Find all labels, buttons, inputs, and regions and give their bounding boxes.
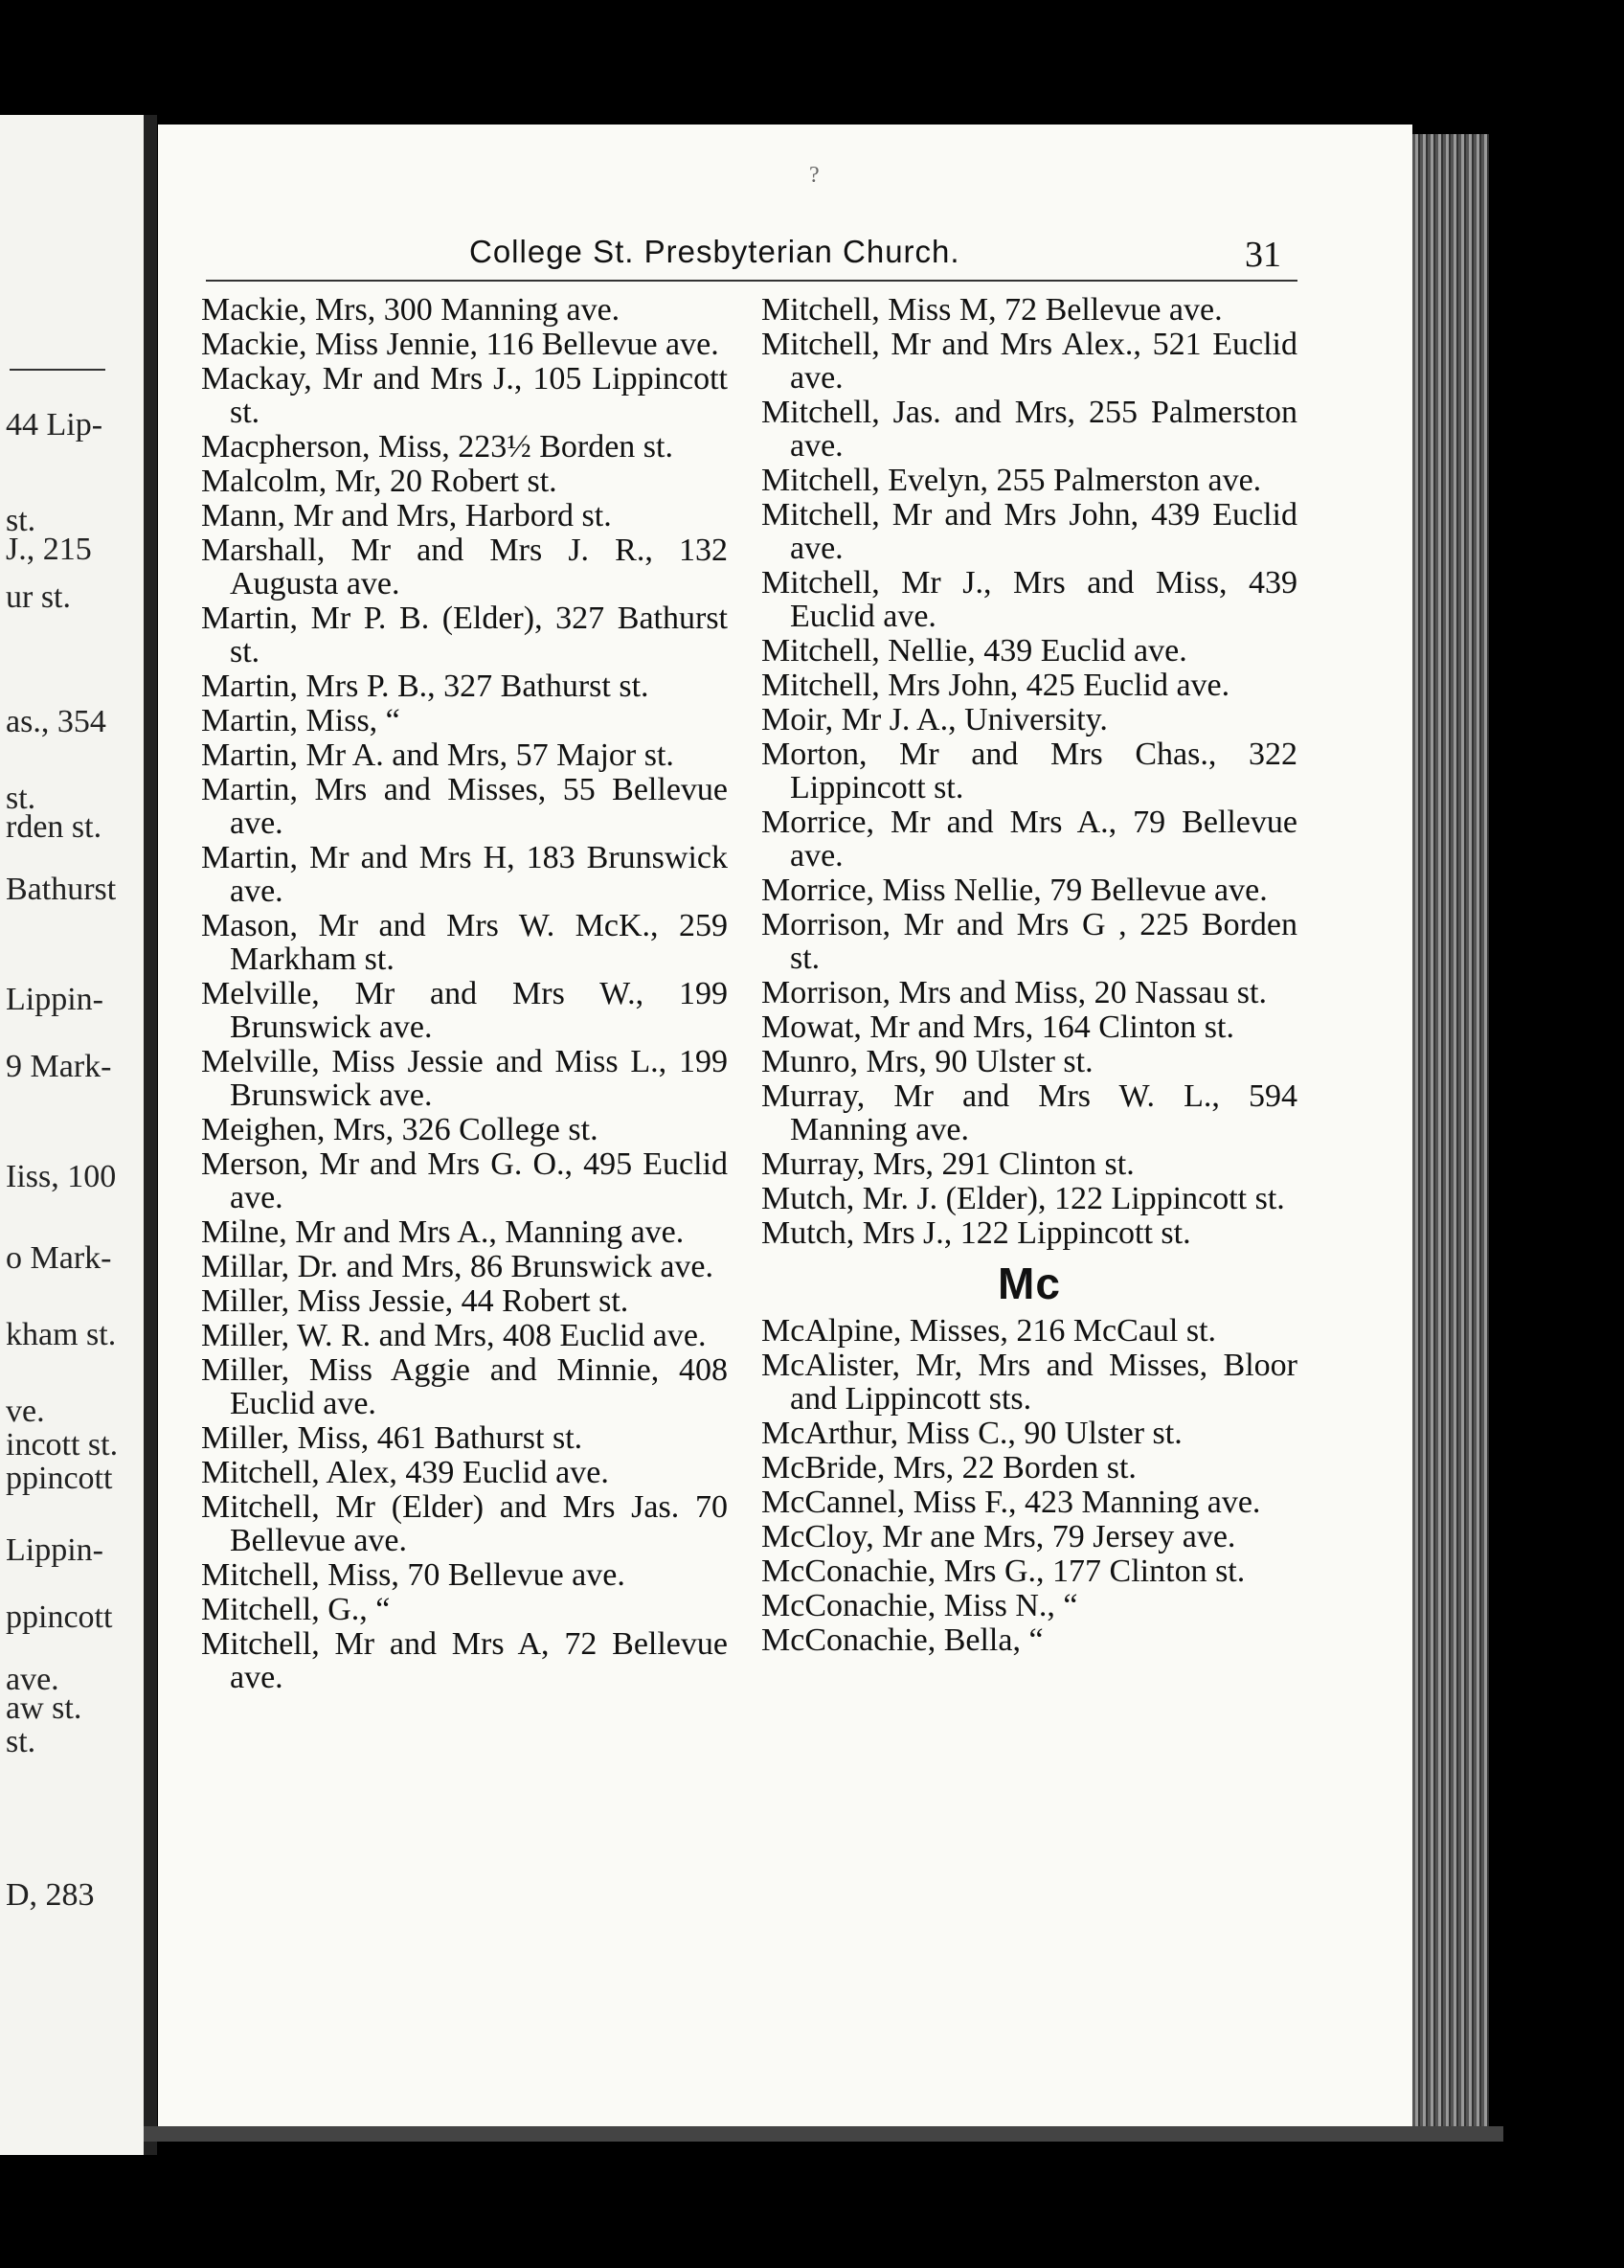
directory-entry: Mitchell, Mr and Mrs John, 439 Euclid ave. [761, 497, 1297, 566]
directory-entry: Munro, Mrs, 90 Ulster st. [761, 1044, 1094, 1079]
directory-entry: Mitchell, Mr and Mrs A, 72 Bellevue ave. [201, 1626, 728, 1695]
directory-entry: Mitchell, Miss M, 72 Bellevue ave. [761, 292, 1223, 328]
directory-entry: Mitchell, Jas. and Mrs, 255 Palmerston ave. [761, 395, 1297, 464]
facing-page-fragment: ur st. [6, 579, 71, 615]
directory-entry: Mitchell, Mrs John, 425 Euclid ave. [761, 668, 1230, 703]
directory-entry: Mitchell, Miss, 70 Bellevue ave. [201, 1557, 625, 1593]
facing-page-fragment: rden st. [6, 809, 102, 845]
facing-page-fragment: o Mark- [6, 1240, 112, 1276]
facing-page-fragment: Lippin- [6, 1532, 103, 1568]
directory-entry: Mitchell, G., “ [201, 1592, 391, 1627]
facing-page-fragment: kham st. [6, 1317, 117, 1352]
directory-entry: Mowat, Mr and Mrs, 164 Clinton st. [761, 1009, 1234, 1045]
facing-page-fragment: st. [6, 781, 36, 816]
directory-entry: Martin, Mr A. and Mrs, 57 Major st. [201, 737, 674, 773]
directory-entry: Murray, Mr and Mrs W. L., 594 Manning ave. [761, 1078, 1297, 1147]
page-edges [1412, 134, 1489, 2126]
directory-entry: Mackie, Mrs, 300 Manning ave. [201, 292, 620, 328]
directory-entry: McAlpine, Misses, 216 McCaul st. [761, 1313, 1217, 1349]
directory-column-right [761, 293, 1297, 1658]
directory-entry: Murray, Mrs, 291 Clinton st. [761, 1146, 1135, 1182]
directory-entry: Mann, Mr and Mrs, Harbord st. [201, 498, 612, 533]
directory-entry: Mitchell, Nellie, 439 Euclid ave. [761, 633, 1187, 669]
directory-entry: McCloy, Mr ane Mrs, 79 Jersey ave. [761, 1519, 1236, 1554]
directory-column-left [201, 293, 728, 1695]
facing-page-fragment: D, 283 [6, 1877, 95, 1913]
facing-page-fragment: st. [6, 503, 36, 538]
facing-page-fragment: st. [6, 1724, 36, 1759]
facing-page-fragment: ve. [6, 1394, 45, 1429]
directory-entry: Mackie, Miss Jennie, 116 Bellevue ave. [201, 327, 719, 362]
directory-entry: Mutch, Mrs J., 122 Lippincott st. [761, 1215, 1191, 1251]
directory-entry: Miller, Miss Aggie and Minnie, 408 Euclid ave. [201, 1352, 728, 1421]
directory-entry: Morton, Mr and Mrs Chas., 322 Lippincott st. [761, 737, 1297, 805]
directory-entry: Miller, Miss Jessie, 44 Robert st. [201, 1283, 629, 1319]
directory-entry: Macpherson, Miss, 223½ Borden st. [201, 429, 673, 465]
directory-entry: Mitchell, Mr J., Mrs and Miss, 439 Euclid ave. [761, 565, 1297, 634]
header-rule [206, 280, 1297, 282]
directory-entry: Mutch, Mr. J. (Elder), 122 Lippincott st. [761, 1181, 1285, 1216]
facing-page-fragment: ave. [6, 1662, 59, 1697]
directory-entry: McConachie, Mrs G., 177 Clinton st. [761, 1554, 1246, 1589]
directory-entry: Morrice, Mr and Mrs A., 79 Bellevue ave. [761, 805, 1297, 873]
directory-entry: Morrison, Mr and Mrs G , 225 Borden st. [761, 907, 1297, 976]
facing-page-fragment: ppincott [6, 1461, 113, 1496]
facing-page-fragment: Iiss, 100 [6, 1159, 117, 1194]
facing-page-fragment: J., 215 [6, 532, 92, 567]
directory-entry: Miller, Miss, 461 Bathurst st. [201, 1420, 583, 1456]
stray-mark: ? [809, 163, 820, 188]
facing-page-fragment: ppincott [6, 1599, 113, 1635]
directory-entry: McConachie, Bella, “ [761, 1622, 1044, 1658]
directory-entry: McArthur, Miss C., 90 Ulster st. [761, 1416, 1183, 1451]
directory-entry: Martin, Mrs P. B., 327 Bathurst st. [201, 669, 649, 704]
facing-page-fragment: 44 Lip- [6, 407, 103, 442]
directory-entry: Mitchell, Mr (Elder) and Mrs Jas. 70 Bellevue ave. [201, 1489, 728, 1558]
directory-entry: McAlister, Mr, Mrs and Misses, Bloor and Lippincott sts. [761, 1348, 1297, 1417]
directory-entry: Mitchell, Evelyn, 255 Palmerston ave. [761, 463, 1262, 498]
directory-entry: Mitchell, Alex, 439 Euclid ave. [201, 1455, 609, 1490]
directory-entry: Marshall, Mr and Mrs J. R., 132 Augusta ave. [201, 533, 728, 601]
facing-page-fragment: 9 Mark- [6, 1049, 112, 1084]
page-number: 31 [1245, 235, 1281, 275]
facing-page-fragment: aw st. [6, 1690, 82, 1726]
directory-entry: Martin, Mrs and Misses, 55 Bellevue ave. [201, 772, 728, 841]
directory-entry: Morrice, Miss Nellie, 79 Bellevue ave. [761, 873, 1268, 908]
directory-entry: Millar, Dr. and Mrs, 86 Brunswick ave. [201, 1249, 714, 1284]
page-bottom-edge [144, 2126, 1503, 2142]
directory-entry: Mason, Mr and Mrs W. McK., 259 Markham st. [201, 908, 728, 977]
directory-entry: Melville, Mr and Mrs W., 199 Brunswick ave. [201, 976, 728, 1045]
facing-page-fragment: Lippin- [6, 982, 103, 1017]
running-head: College St. Presbyterian Church. [469, 234, 960, 269]
facing-page-fragment: as., 354 [6, 704, 106, 739]
directory-entry: Moir, Mr J. A., University. [761, 702, 1108, 737]
directory-entry: Mackay, Mr and Mrs J., 105 Lippincott st. [201, 361, 728, 430]
directory-entry: Miller, W. R. and Mrs, 408 Euclid ave. [201, 1318, 707, 1353]
directory-entry: Martin, Mr and Mrs H, 183 Brunswick ave. [201, 840, 728, 909]
directory-entry: Martin, Miss, “ [201, 703, 400, 738]
directory-entry: McCannel, Miss F., 423 Manning ave. [761, 1485, 1261, 1520]
directory-entry: Martin, Mr P. B. (Elder), 327 Bathurst st. [201, 601, 728, 669]
directory-entry: Merson, Mr and Mrs G. O., 495 Euclid ave. [201, 1146, 728, 1215]
directory-entry: Mitchell, Mr and Mrs Alex., 521 Euclid ave. [761, 327, 1297, 396]
directory-entry: Morrison, Mrs and Miss, 20 Nassau st. [761, 975, 1267, 1010]
facing-page-rule [10, 369, 105, 371]
directory-entry: Malcolm, Mr, 20 Robert st. [201, 464, 557, 499]
facing-page-fragment: Bathurst [6, 872, 117, 907]
directory-entry: McBride, Mrs, 22 Borden st. [761, 1450, 1137, 1486]
facing-page-fragment: incott st. [6, 1427, 119, 1463]
directory-entry: Melville, Miss Jessie and Miss L., 199 Brunswick ave. [201, 1044, 728, 1113]
directory-entry: Milne, Mr and Mrs A., Manning ave. [201, 1214, 685, 1250]
directory-entry: McConachie, Miss N., “ [761, 1588, 1078, 1623]
section-heading-mc: Mc [998, 1259, 1061, 1308]
directory-entry: Meighen, Mrs, 326 College st. [201, 1112, 598, 1147]
